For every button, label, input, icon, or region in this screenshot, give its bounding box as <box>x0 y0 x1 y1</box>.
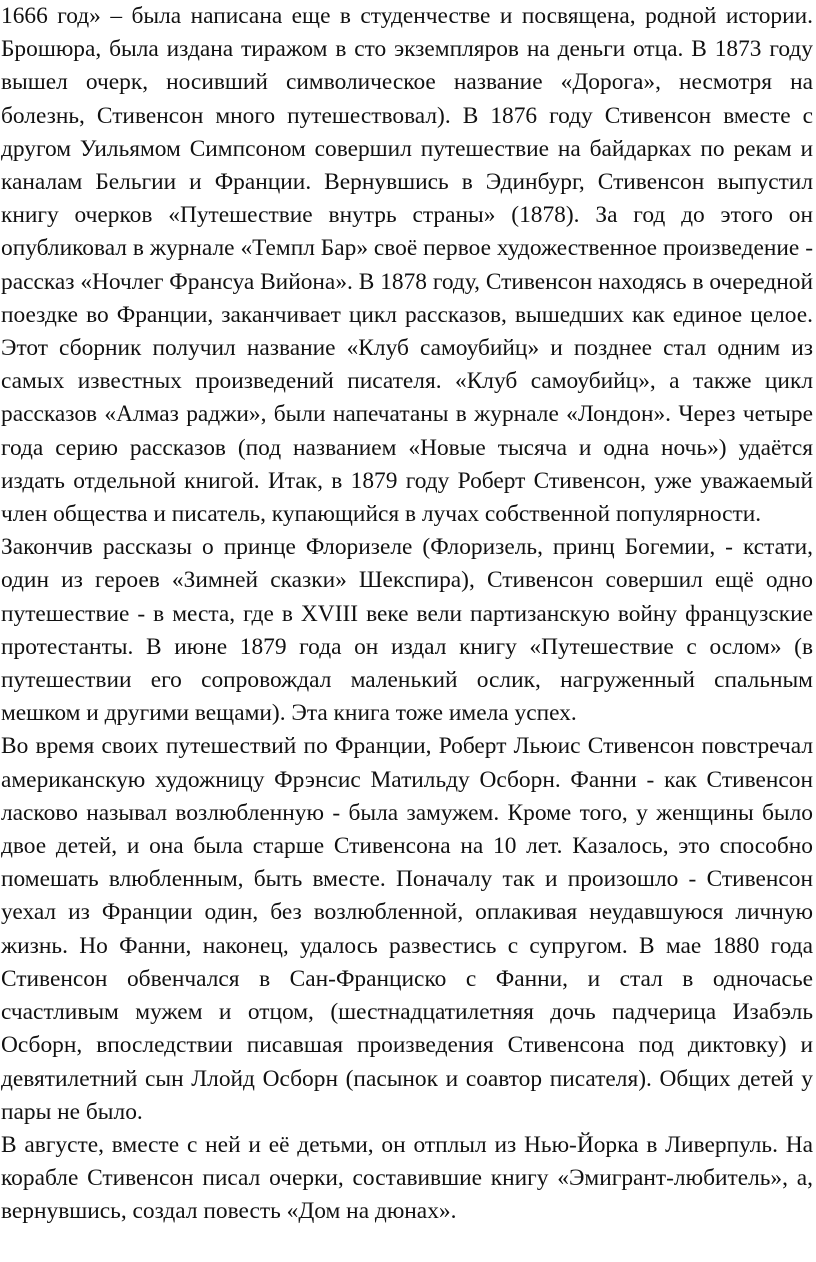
paragraph-4: В августе, вместе с ней и её детьми, он отплыл из Нью-Йорка в Ливерпуль. На корабле Стивенсон писал очерки, составившие книгу «Эмигрант-любитель», а, вернувшись, создал повесть «Дом на дюнах». <box>1 1131 813 1225</box>
paragraph-1: 1666 год» – была написана еще в студенчестве и посвящена, родной истории. Брошюра, была издана тиражом в сто экземпляров на деньги отца. В 1873 году вышел очерк, носивший символическое название «Дорога», несмотря на болезнь, Стивенсон много путешествовал). В 1876 году Стивенсон вместе с другом Уильямом Симпсоном совершил путешествие на байдарках по рекам и каналам Бельгии и Франции. Вернувшись в Эдинбург, Стивенсон выпустил книгу очерков «Путешествие внутрь страны» (1878). За год до этого он опубликовал в журнале «Темпл Бар» своё первое художественное произведение - рассказ «Ночлег Франсуа Вийона». В 1878 году, Стивенсон находясь в очередной поездке во Франции, заканчивает цикл рассказов, вышедших как единое целое. Этот сборник получил название «Клуб самоубийц» и позднее стал одним из самых известных произведений писателя. «Клуб самоубийц», а также цикл рассказов «Алмаз раджи», были напечатаны в журнале «Лондон». Через четыре года серию рассказов (под названием «Новые тысяча и одна ночь») удаётся издать отдельной книгой. Итак, в 1879 году Роберт Стивенсон, уже уважаемый член общества и писатель, купающийся в лучах собственной популярности. <box>1 3 813 528</box>
paragraph-2: Закончив рассказы о принце Флоризеле (Флоризель, принц Богемии, - кстати, один из героев «Зимней сказки» Шекспира), Стивенсон совершил ещё одно путешествие - в места, где в XVIII веке вели партизанскую войну французские протестанты. В июне 1879 года он издал книгу «Путешествие с ослом» (в путешествии его сопровождал маленький ослик, нагруженный спальным мешком и другими вещами). Эта книга тоже имела успех. <box>1 534 813 727</box>
paragraph-3: Во время своих путешествий по Франции, Роберт Льюис Стивенсон повстречал американскую художницу Фрэнсис Матильду Осборн. Фанни - как Стивенсон ласково называл возлюбленную - была замужем. Кроме того, у женщины было двое детей, и она была старше Стивенсона на 10 лет. Казалось, это способно помешать влюбленным, быть вместе. Поначалу так и произошло - Стивенсон уехал из Франции один, без возлюбленной, оплакивая неудавшуюся личную жизнь. Но Фанни, наконец, удалось развестись с супругом. В мае 1880 года Стивенсон обвенчался в Сан-Франциско с Фанни, и стал в одночасье счастливым мужем и отцом, (шестнадцатилетняя дочь падчерица Изабэль Осборн, впоследствии писавшая произведения Стивенсона под диктовку) и девятилетний сын Ллойд Осборн (пасынок и соавтор писателя). Общих детей у пары не было. <box>1 733 813 1125</box>
document-body <box>1 0 813 1229</box>
